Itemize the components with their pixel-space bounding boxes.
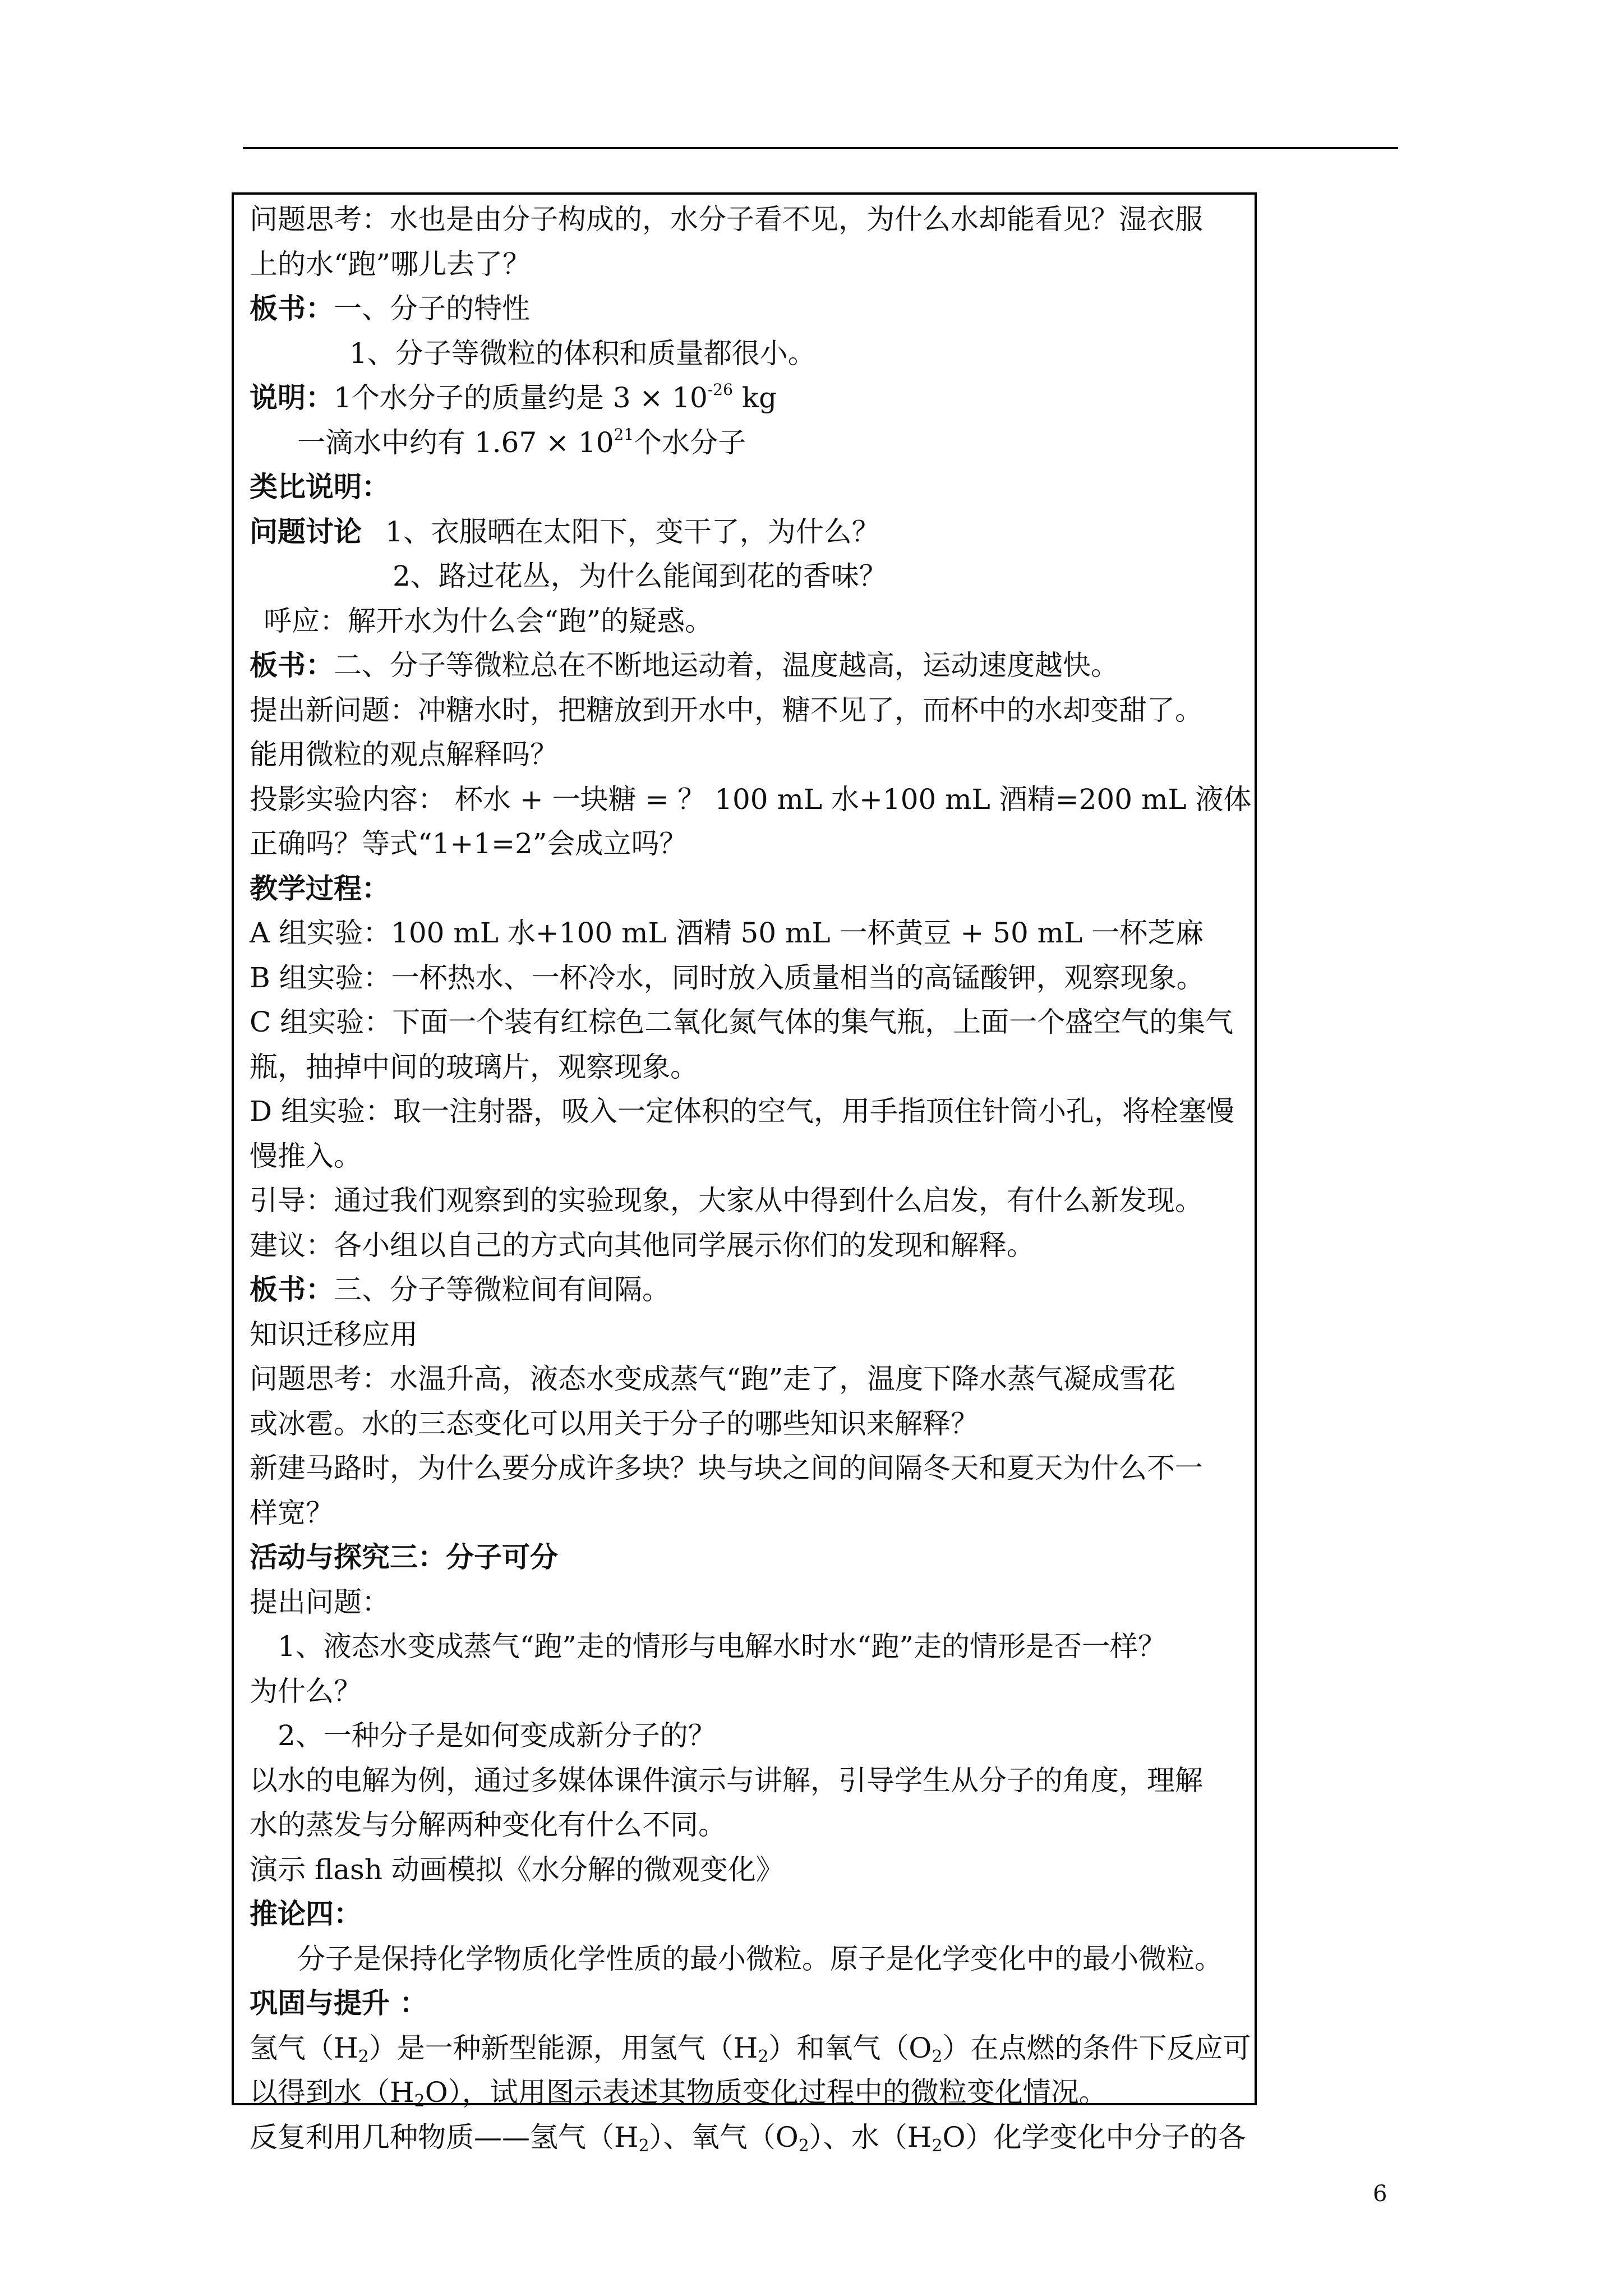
text-run: ）、水（H (809, 2120, 932, 2154)
text-line: 演示 flash 动画模拟《水分解的微观变化》 (250, 1853, 784, 1886)
text-line: 呼应：解开水为什么会“跑”的疑惑。 (264, 604, 713, 637)
text-line: 投影实验内容： 杯水 + 一块糖 = ？ 100 mL 水+100 mL 酒精=200 mL 液体 (250, 783, 1252, 816)
subscript: 2 (758, 2046, 769, 2067)
section-heading: 巩固与提升 ： (250, 1987, 428, 2019)
text-line: 2、一种分子是如何变成新分子的？ (278, 1719, 716, 1752)
text-line: 瓶，抽掉中间的玻璃片，观察现象。 (250, 1050, 698, 1083)
text-line (250, 2115, 1248, 2160)
table-column-divider (1255, 192, 1257, 2105)
exponent: 21 (614, 425, 634, 444)
subscript: 2 (414, 2091, 425, 2111)
note-text: 一滴水中约有 1.67 × 10 (297, 426, 614, 459)
text-line: 问题思考：水也是由分子构成的，水分子看不见，为什么水却能看见？湿衣服 (250, 203, 1203, 236)
exponent: -26 (707, 380, 733, 399)
header-rule (243, 147, 1398, 149)
text-line (250, 2026, 1251, 2071)
board-text: 三、分子等微粒间有间隔。 (334, 1273, 670, 1306)
unit: kg (732, 381, 777, 414)
text-line: 1、分子等微粒的体积和质量都很小。 (349, 337, 816, 370)
text-line: C 组实验：下面一个装有红棕色二氧化氮气体的集气瓶，上面一个盛空气的集气 (250, 1006, 1234, 1038)
text-run: ）是一种新型能源，用氢气（H (368, 2031, 758, 2064)
text-line: 水的蒸发与分解两种变化有什么不同。 (250, 1809, 726, 1841)
text-line: 2、路过花丛，为什么能闻到花的香味？ (393, 560, 887, 592)
section-heading: 推论四： (250, 1898, 362, 1930)
text-line: 建议：各小组以自己的方式向其他同学展示你们的发现和解释。 (250, 1228, 1035, 1262)
text-line: 知识迁移应用 (250, 1318, 418, 1351)
text-run: 氢气（H (250, 2031, 358, 2064)
section-heading: 教学过程： (250, 872, 390, 905)
text-line (250, 2070, 1248, 2115)
note-text: 1个水分子的质量约是 3 × 10 (334, 381, 708, 414)
board-label: 板书： (250, 649, 334, 682)
board-text: 一、分子的特性 (334, 292, 530, 325)
discussion-text: 1、衣服晒在太阳下，变干了，为什么？ (385, 515, 880, 548)
subscript: 2 (932, 2136, 943, 2156)
text-line (250, 421, 1248, 466)
section-heading: 类比说明： (250, 471, 390, 503)
text-line: 分子是保持化学物质化学性质的最小微粒。原子是化学变化中的最小微粒。 (297, 1942, 1223, 1975)
text-run: 反复利用几种物质——氢气（H (250, 2120, 639, 2154)
discussion-label: 问题讨论 (250, 515, 362, 548)
text-line: 引导：通过我们观察到的实验现象，大家从中得到什么启发，有什么新发现。 (250, 1184, 1203, 1217)
board-label: 板书： (250, 1273, 334, 1306)
text-line: 或冰雹。水的三态变化可以用关于分子的哪些知识来解释？ (250, 1407, 979, 1440)
lesson-content (250, 197, 1252, 2160)
text-line: 新建马路时，为什么要分成许多块？块与块之间的间隔冬天和夏天为什么不一 (250, 1452, 1203, 1484)
text-run: ）在点燃的条件下反应可 (942, 2031, 1251, 2064)
text-line: 样宽？ (250, 1496, 334, 1529)
text-line: 慢推入。 (250, 1139, 362, 1172)
text-line: 能用微粒的观点解释吗？ (250, 738, 558, 771)
text-line: D 组实验：取一注射器，吸入一定体积的空气，用手指顶住针筒小孔，将栓塞慢 (250, 1095, 1234, 1128)
text-line (250, 643, 1248, 688)
page-number: 6 (1373, 2181, 1387, 2207)
board-label: 板书： (250, 292, 334, 325)
text-line: A 组实验：100 mL 水+100 mL 酒精 50 mL 一杯黄豆 + 50 mL 一杯芝麻 (250, 917, 1204, 949)
text-line: 正确吗？等式“1+1=2”会成立吗？ (250, 827, 688, 860)
text-line (250, 1268, 1248, 1313)
note-tail: 个水分子 (634, 426, 746, 459)
text-line: 上的水“跑”哪儿去了？ (250, 247, 531, 280)
board-text: 二、分子等微粒总在不断地运动着，温度越高，运动速度越快。 (334, 649, 1119, 682)
text-line (250, 510, 1248, 555)
text-line: B 组实验：一杯热水、一杯冷水，同时放入质量相当的高锰酸钾，观察现象。 (250, 961, 1205, 994)
text-run: O），试用图示表述其物质变化过程中的微粒变化情况。 (425, 2076, 1107, 2109)
text-line: 1、液态水变成蒸气“跑”走的情形与电解水时水“跑”走的情形是否一样？ (278, 1630, 1166, 1663)
subscript: 2 (932, 2046, 943, 2067)
subscript: 2 (798, 2136, 809, 2156)
text-line (250, 287, 1248, 332)
subscript: 2 (638, 2136, 649, 2156)
text-run: ）和氧气（O (768, 2031, 932, 2064)
note-label: 说明： (250, 381, 334, 414)
text-line (250, 376, 1248, 421)
text-line: 为什么？ (250, 1674, 362, 1708)
text-line: 以水的电解为例，通过多媒体课件演示与讲解，引导学生从分子的角度，理解 (250, 1764, 1203, 1797)
text-run: ）、氧气（O (649, 2120, 799, 2154)
text-line: 提出问题： (250, 1585, 390, 1618)
section-heading: 活动与探究三：分子可分 (250, 1541, 558, 1573)
text-run: O）化学变化中分子的各 (942, 2120, 1246, 2154)
text-run: 以得到水（H (250, 2076, 414, 2109)
text-line: 问题思考：水温升高，液态水变成蒸气“跑”走了，温度下降水蒸气凝成雪花 (250, 1363, 1176, 1395)
text-line: 提出新问题：冲糖水时，把糖放到开水中，糖不见了，而杯中的水却变甜了。 (250, 693, 1203, 726)
subscript: 2 (358, 2046, 369, 2067)
